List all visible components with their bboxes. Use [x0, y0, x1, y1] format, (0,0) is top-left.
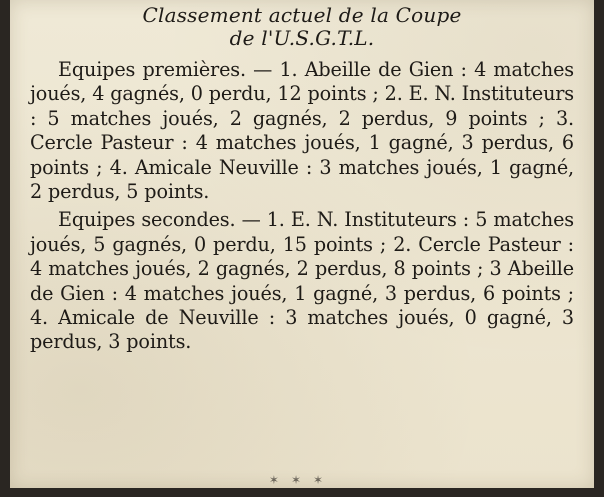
article-title-line-1: Classement actuel de la Coupe: [142, 3, 462, 27]
paragraph-first-teams: Equipes premières. — 1. Abeille de Gien : 4 matches joués, 4 gagnés, 0 perdu, 12 points ; 2. E. N. Instituteurs : 5 matches joués, 2 gagnés, 2 perdus, 9 points ; 3. Cercle Pasteur : 4 matches joués, 1 gagné, 3 perdus, 6 points ; 4. Amicale Neuville : 3 matches joués, 1 gagné, 2 perdus, 5 points.: [30, 58, 575, 204]
section-divider-ornament: ✶✶✶: [268, 473, 336, 487]
paragraph-second-teams: Equipes secondes. — 1. E. N. Instituteurs : 5 matches joués, 5 gagnés, 0 perdu, 15 points ; 2. Cercle Pasteur : 4 matches joués, 2 gagnés, 2 perdus, 8 points ; 3 Abeille de Gien : 4 matches joués, 1 gagné, 3 perdus, 6 points ; 4. Amicale de Neuville : 3 matches joués, 0 gagné, 3 perdus, 3 points.: [30, 208, 574, 354]
newspaper-clipping: [10, 0, 594, 488]
article-title-line-2: de l'U.S.G.T.L.: [229, 26, 375, 50]
